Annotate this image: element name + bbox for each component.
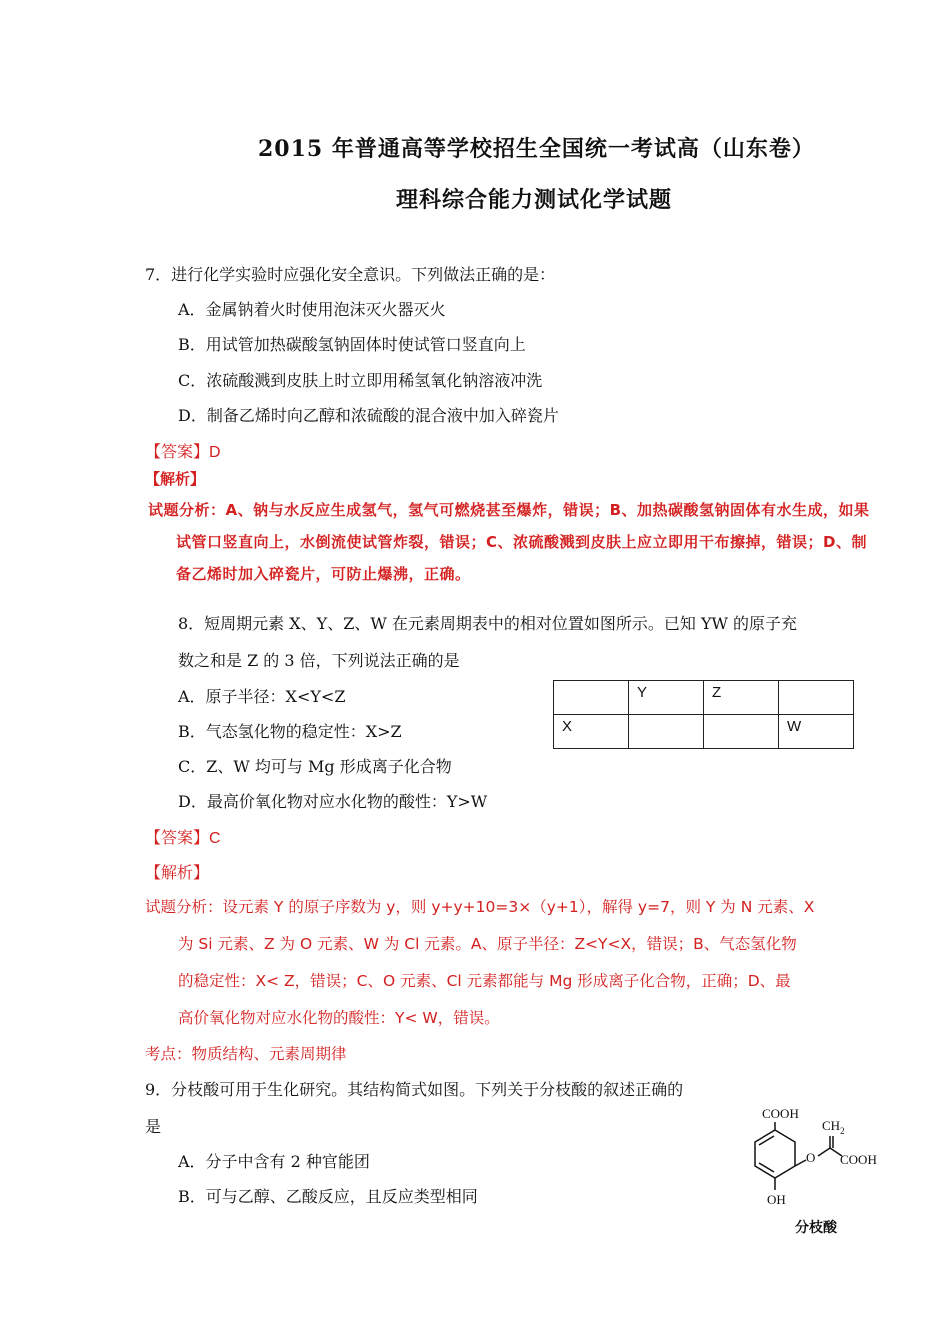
q9-stem-line1: 9．分枝酸可用于生化研究。其结构简式如图。下列关于分枝酸的叙述正确的 (145, 1080, 684, 1099)
q7-answer-tag: 【答案】 (145, 442, 210, 461)
q7-stem: 7．进行化学实验时应强化安全意识。下列做法正确的是： (145, 265, 556, 284)
double-bond-line (759, 1163, 774, 1172)
ether-bond (795, 1160, 806, 1166)
q7-analysis-line2: 试管口竖直向上，水倒流使试管炸裂，错误；C、浓硫酸溅到皮肤上应立即用干布擦掉，错误；D、制 (176, 533, 867, 551)
oh-label: OH (767, 1192, 786, 1207)
q7-option-c: C．浓硫酸溅到皮肤上时立即用稀氢氧化钠溶液冲洗 (178, 371, 543, 390)
q7-option-a: A．金属钠着火时使用泡沫灭火器灭火 (178, 300, 446, 319)
q8-answer-value: C (209, 830, 221, 847)
q8-kaodian: 考点：物质结构、元素周期律 (145, 1045, 347, 1063)
q8-stem-line2: 数之和是 Z 的 3 倍，下列说法正确的是 (178, 651, 460, 670)
ring-bonds (755, 1130, 795, 1178)
q8-option-b: B．气态氢化物的稳定性：X>Z (178, 722, 402, 741)
table-cell: X (554, 715, 629, 749)
q7-analysis-line1: 试题分析：A、钠与水反应生成氢气，氢气可燃烧甚至爆炸，错误；B、加热碳酸氢钠固体有水生成，如果 (148, 501, 870, 519)
q8-analysis-tag: 【解析】 (145, 863, 210, 882)
table-cell (779, 681, 854, 715)
q8-analysis-line2: 为 Si 元素、Z 为 O 元素、W 为 Cl 元素。A、原子半径：Z<Y<X，错误；B、气态氢化物 (178, 935, 797, 953)
q8-option-a: A．原子半径：X<Y<Z (178, 687, 346, 706)
table-cell (554, 681, 629, 715)
q9-option-a: A．分子中含有 2 种官能团 (178, 1152, 370, 1171)
q7-answer-value: D (209, 444, 221, 461)
q8-option-d: D．最高价氧化物对应水化物的酸性：Y>W (178, 792, 488, 811)
table-cell: Y (629, 681, 704, 715)
table-cell: W (779, 715, 854, 749)
q7-analysis-line3: 备乙烯时加入碎瓷片，可防止爆沸，正确。 (176, 565, 471, 583)
q7-analysis-tag: 【解析】 (145, 470, 206, 488)
document-title-line1: 2015 年普通高等学校招生全国统一考试高（山东卷） (258, 136, 815, 162)
ch2-main: CH (822, 1118, 841, 1133)
q7-answer (145, 439, 221, 462)
ether-c-bond (818, 1148, 830, 1156)
q8-answer (145, 825, 221, 848)
molecule-drawing (740, 1100, 890, 1250)
chorismic-acid-structure (740, 1100, 890, 1250)
q9-stem-line2: 是 (145, 1117, 162, 1136)
q9-option-b: B．可与乙醇、乙酸反应，且反应类型相同 (178, 1187, 478, 1206)
table-row (554, 681, 854, 715)
double-bond-line (759, 1136, 774, 1145)
document-title-line2: 理科综合能力测试化学试题 (396, 187, 673, 213)
q7-option-d: D．制备乙烯时向乙醇和浓硫酸的混合液中加入碎瓷片 (178, 406, 559, 425)
ether-o-label: O (806, 1150, 816, 1165)
q8-option-c: C．Z、W 均可与 Mg 形成离子化合物 (178, 757, 452, 776)
table-cell: Z (704, 681, 779, 715)
periodic-table-fragment (553, 680, 854, 749)
q7-option-b: B．用试管加热碳酸氢钠固体时使试管口竖直向上 (178, 335, 526, 354)
molecule-name: 分枝酸 (795, 1220, 837, 1236)
q8-analysis-line3: 的稳定性：X< Z，错误；C、O 元素、Cl 元素都能与 Mg 形成离子化合物，正确；D、最 (178, 972, 791, 990)
ch2-subscript: 2 (840, 1126, 845, 1136)
table-cell (629, 715, 704, 749)
table-row (554, 715, 854, 749)
table-cell (704, 715, 779, 749)
q8-stem-line1: 8．短周期元素 X、Y、Z、W 在元素周期表中的相对位置如图所示。已知 YW 的原子充 (178, 614, 798, 633)
ch2-label (822, 1118, 845, 1136)
cooh-top-label: COOH (762, 1106, 799, 1121)
q8-analysis-line4: 高价氧化物对应水化物的酸性：Y< W，错误。 (178, 1009, 500, 1027)
q8-answer-tag: 【答案】 (145, 828, 210, 847)
cooh-right-label: COOH (840, 1152, 877, 1167)
q8-analysis-line1: 试题分析：设元素 Y 的原子序数为 y，则 y+y+10=3×（y+1），解得 y=7，则 Y 为 N 元素、X (145, 898, 815, 916)
